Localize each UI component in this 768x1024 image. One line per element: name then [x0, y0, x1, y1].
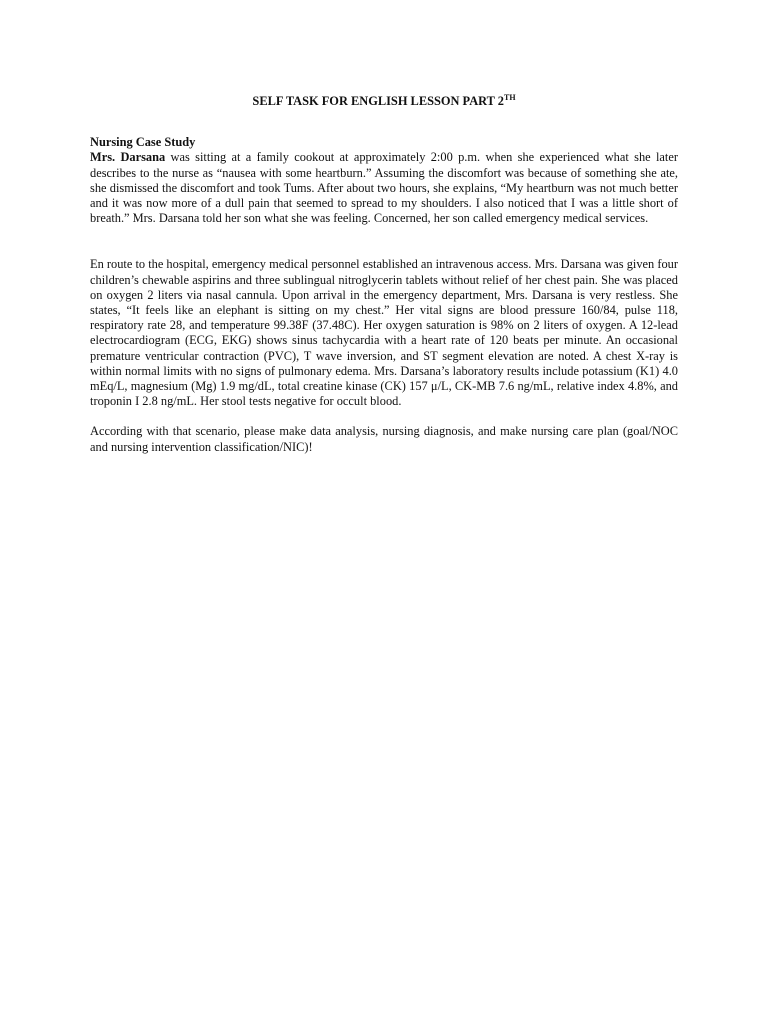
- title-text: SELF TASK FOR ENGLISH LESSON PART 2: [252, 94, 504, 108]
- document-title: [90, 94, 678, 109]
- case-paragraph-2: En route to the hospital, emergency medical personnel established an intravenous access. Mrs. Darsana was given four children’s chewable aspirins and three sublingual nitroglycerin tablets without relief of her chest pain. She was placed on oxygen 2 liters via nasal cannula. Upon arrival in the emergency department, Mrs. Darsana is very restless. She states, “It feels like an elephant is sitting on my chest.” Her vital signs are blood pressure 160/84, pulse 118, respiratory rate 28, and temperature 99.38F (37.48C). Her oxygen saturation is 98% on 2 liters of oxygen. A 12-lead electrocardiogram (ECG, EKG) shows sinus tachycardia with a heart rate of 120 beats per minute. An occasional premature ventricular contraction (PVC), T wave inversion, and ST segment elevation are noted. A chest X-ray is within normal limits with no signs of pulmonary edema. Mrs. Darsana’s laboratory results include potassium (K1) 4.0 mEq/L, magnesium (Mg) 1.9 mg/dL, total creatine kinase (CK) 157 μ/L, CK-MB 7.6 ng/mL, relative index 4.8%, and troponin I 2.8 ng/mL. Her stool tests negative for occult blood.: [90, 257, 678, 409]
- patient-name: Mrs. Darsana: [90, 150, 166, 165]
- document-page: [90, 94, 678, 455]
- case-paragraph-1: [90, 150, 678, 226]
- case-paragraph-1-text: was sitting at a family cookout at approximately 2:00 p.m. when she experienced what she later describes to the nurse as “nausea with some heartburn.” Assuming the discomfort was because of something she ate, she dismissed the discomfort and took Tums. After about two hours, she explains, “My heartburn was not much better and it was now more of a dull pain that seemed to spread to my shoulders. I also noticed that I was a little short of breath.” Mrs. Darsana told her son what she was feeling. Concerned, her son called emergency medical services.: [90, 150, 678, 226]
- title-superscript: TH: [504, 92, 516, 102]
- task-instruction: According with that scenario, please make data analysis, nursing diagnosis, and make nursing care plan (goal/NOC and nursing intervention classification/NIC)!: [90, 424, 678, 454]
- section-heading: Nursing Case Study: [90, 135, 196, 150]
